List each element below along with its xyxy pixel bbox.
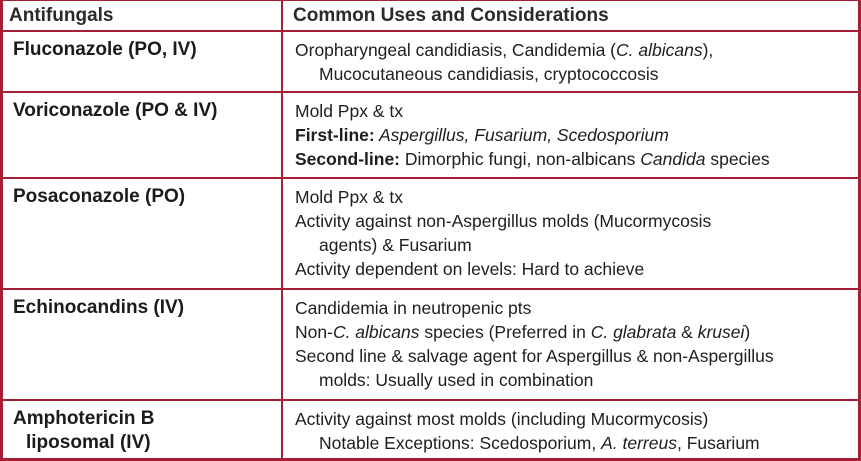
use-line: Mold Ppx & tx [295,101,403,121]
italic-text: krusei [697,322,745,342]
use-line: Activity dependent on levels: Hard to achieve [295,259,645,279]
header-antifungals: Antifungals [3,1,282,31]
antifungals-table [3,1,858,458]
uses-voriconazole [282,92,858,178]
italic-text: Aspergillus, Fusarium, Scedosporium [374,125,669,145]
second-line-label: Second-line: [295,149,401,169]
text: ) [744,322,751,342]
drug-echinocandins: Echinocandins (IV) [3,289,282,400]
table-row [3,400,858,458]
use-line: agents) & Fusarium [319,235,472,255]
italic-text: Candida [640,149,706,169]
table-header-row [3,1,858,31]
use-line [295,320,854,344]
use-line: Mold Ppx & tx [295,187,403,207]
italic-text: C. albicans [332,322,420,342]
header-common-uses: Common Uses and Considerations [282,1,858,31]
table-row [3,31,858,92]
text: Non- [295,322,333,342]
use-line: Mucocutaneous candidiasis, cryptococcosis [319,64,659,84]
use-line: Activity against most molds (including Mucormycosis) [295,409,709,429]
text: ), [702,40,714,60]
use-line [295,123,854,147]
uses-amphotericin-b [282,400,858,458]
use-line: Candidemia in neutropenic pts [295,298,532,318]
drug-name-line: Amphotericin B [13,408,155,429]
text: Dimorphic fungi, non-albicans [400,149,641,169]
use-line [295,38,854,62]
drug-name-line: liposomal (IV) [26,432,151,453]
drug-voriconazole: Voriconazole (PO & IV) [3,92,282,178]
italic-text: C. glabrata [590,322,677,342]
drug-fluconazole: Fluconazole (PO, IV) [3,31,282,92]
text: Notable Exceptions: Scedosporium, [319,433,602,453]
table-row [3,92,858,178]
italic-text: C. albicans [616,40,703,60]
drug-posaconazole: Posaconazole (PO) [3,178,282,289]
drug-amphotericin-b [3,400,282,458]
use-line [295,147,854,171]
use-line: Second line & salvage agent for Aspergillus & non-Aspergillus [295,346,774,366]
uses-fluconazole [282,31,858,92]
text: species (Preferred in [419,322,591,342]
use-line [295,431,854,455]
italic-text: A. terreus [601,433,677,453]
use-line: Activity against non-Aspergillus molds (Mucormycosis [295,211,712,231]
uses-posaconazole [282,178,858,289]
text: Oropharyngeal candidiasis, Candidemia ( [295,40,617,60]
uses-echinocandins [282,289,858,400]
table-row [3,289,858,400]
text: species [705,149,770,169]
text: , Fusarium [676,433,760,453]
table-row [3,178,858,289]
use-line: molds: Usually used in combination [319,370,594,390]
first-line-label: First-line: [295,125,375,145]
text: & [676,322,698,342]
